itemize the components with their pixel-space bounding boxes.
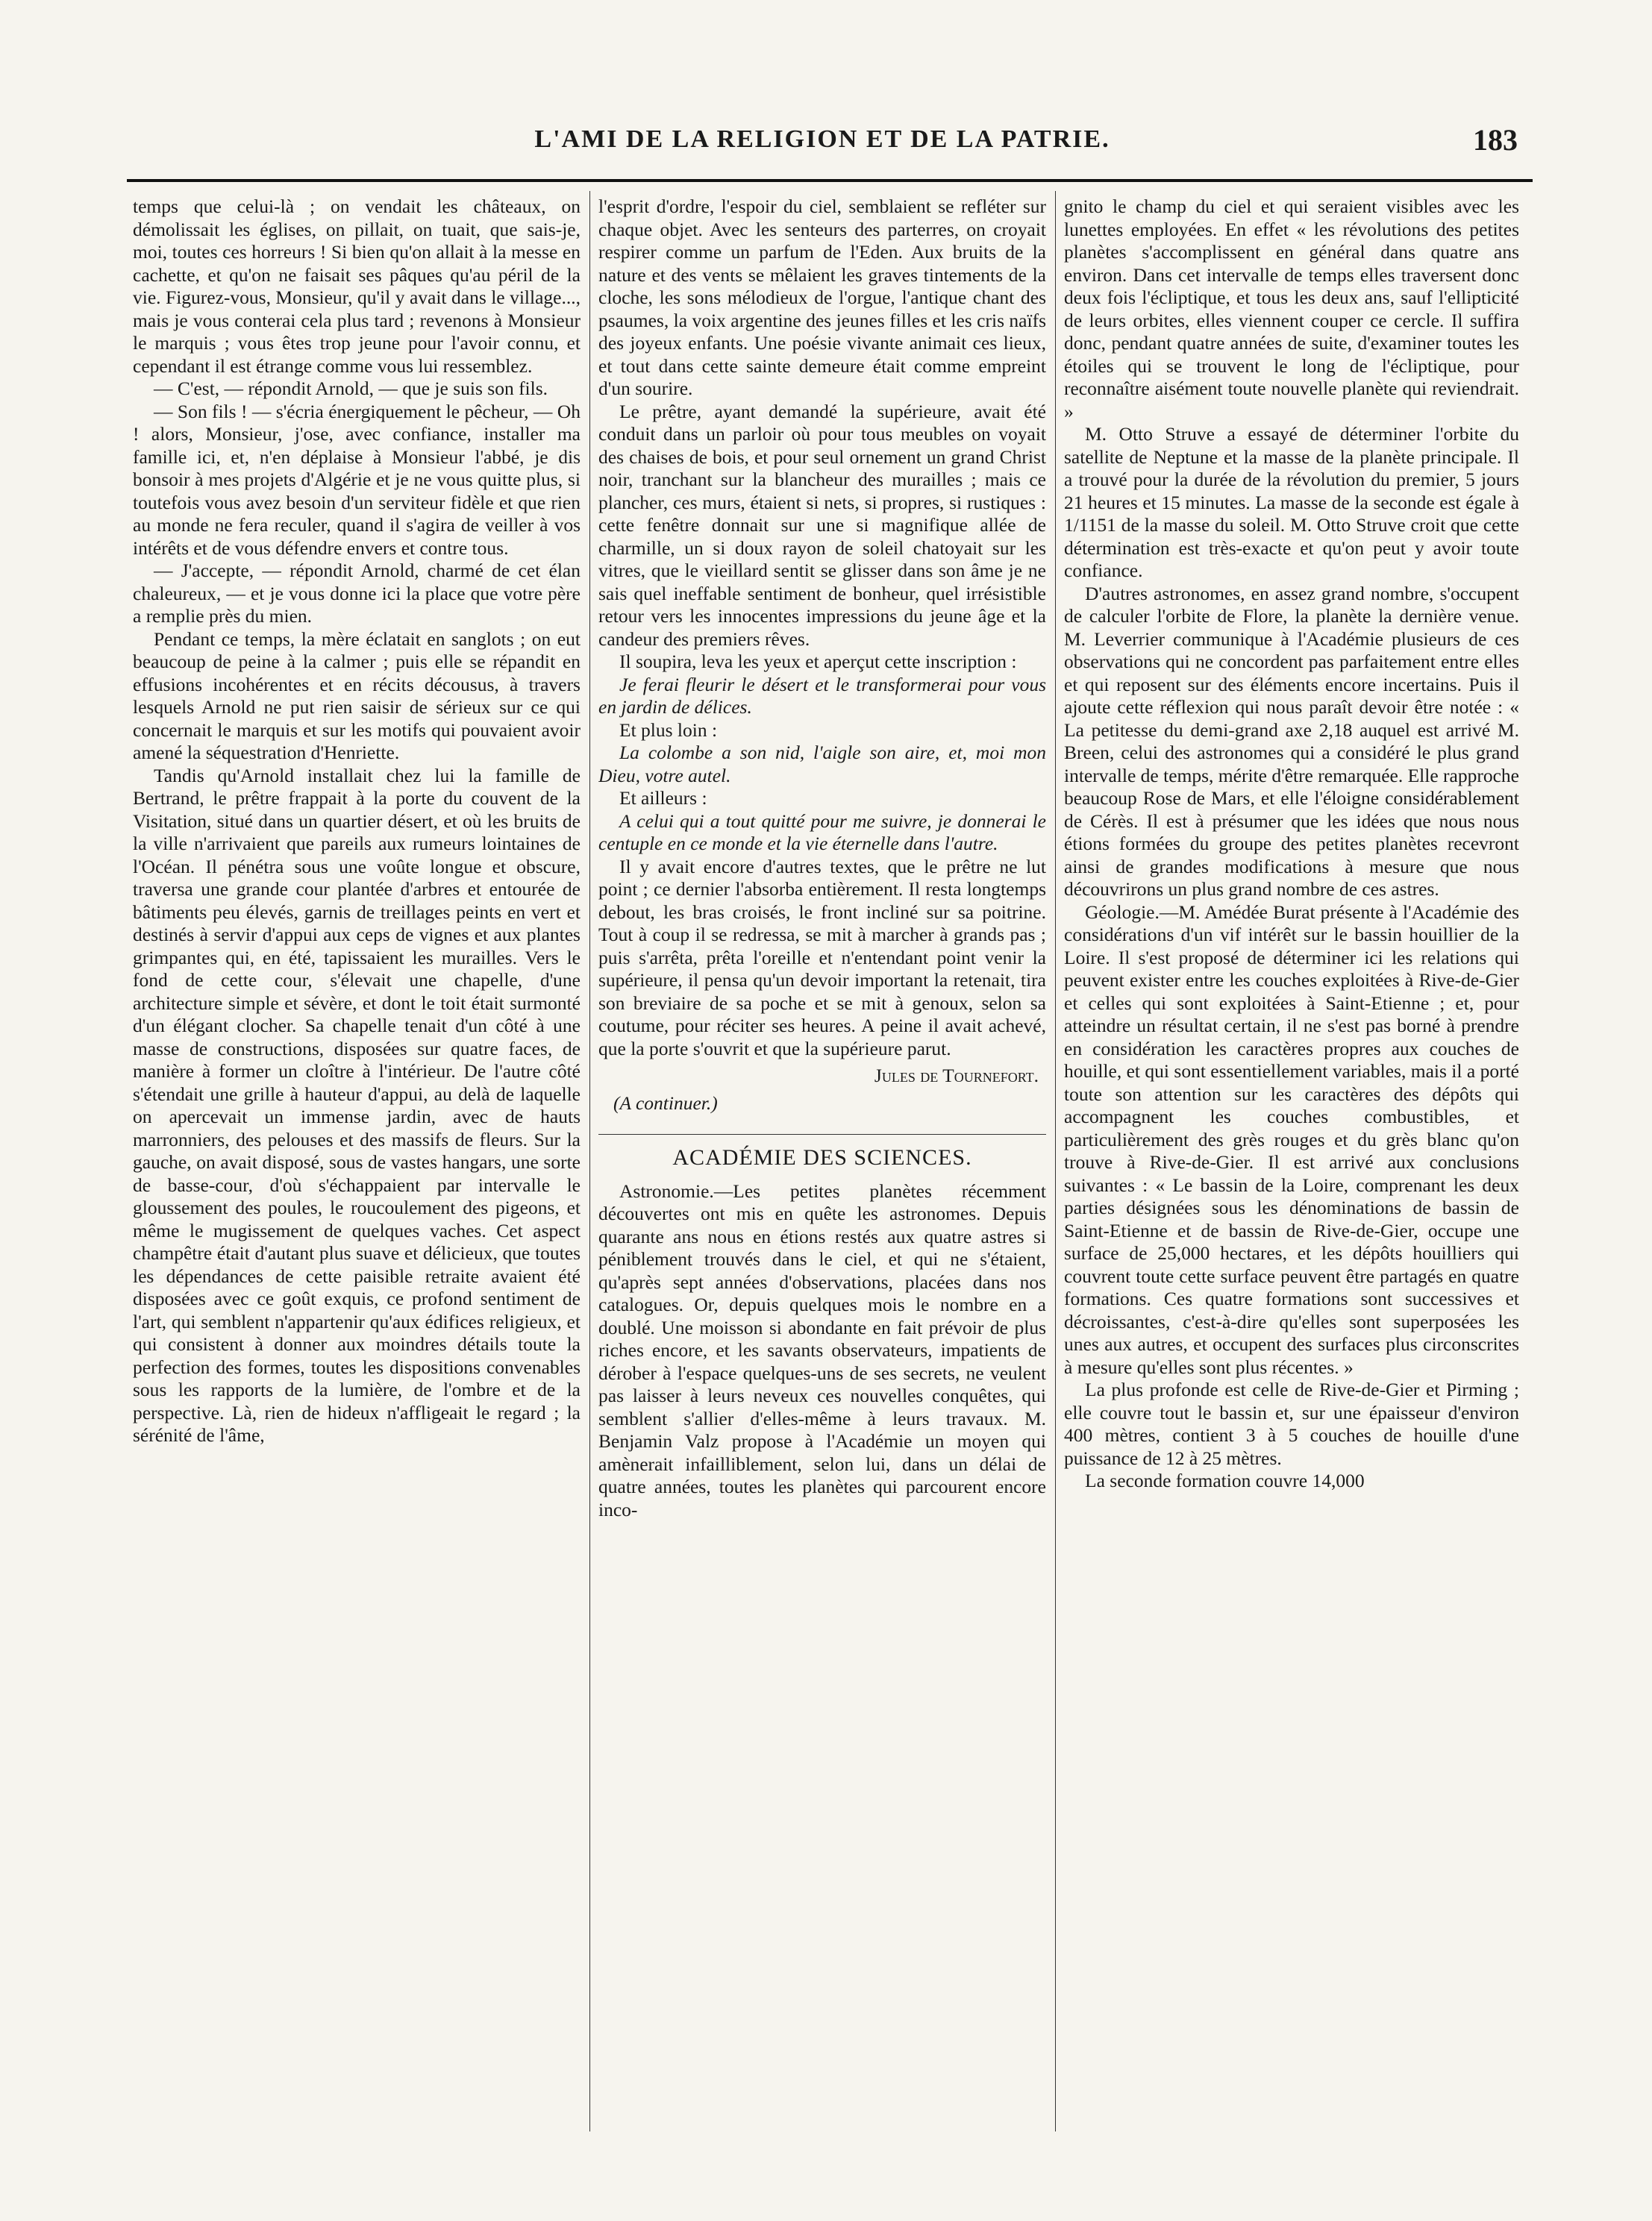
column-1 <box>133 195 581 2128</box>
column-divider-2 <box>1055 191 1056 2131</box>
author-signature: Jules de Tournefort. <box>874 1065 1039 1086</box>
paragraph: Et plus loin : <box>619 718 718 741</box>
paragraph: Et ailleurs : <box>619 787 707 809</box>
paragraph: — C'est, — répondit Arnold, — que je suis son fils. <box>154 378 548 399</box>
column-3 <box>1064 195 1519 2128</box>
paragraph: Tandis qu'Arnold installait chez lui la famille de Bertrand, le prêtre frappait à la porte du couvent de la Visitation, situé dans un quartier désert, et où les bruits de la ville n'arrivaient que pareils aux rumeurs lointaines de l'Océan. Il pénétra sous une voûte longue et obscure, traversa une grande cour plantée d'arbres et entourée de bâtiments peu élevés, garnis de treillages peints en vert et destinés à servir d'appui aux ceps de vignes et aux plantes grimpantes qui, en été, tapissaient les murailles. Vers le fond de cette cour, s'élevait une chapelle, d'une architecture simple et sévère, et dont le toit était surmonté d'un élégant clocher. Sa chapelle tenait d'un côté à une masse de constructions, disposées sur quatre faces, de manière à former un cloître à l'intérieur. De l'autre côté s'étendait une grille à hauteur d'appui, au delà de laquelle on apercevait un immense jardin, avec de hauts marronniers, des pelouses et des massifs de fleurs. Sur la gauche, on avait disposé, sous de vastes hangars, une sorte de basse-cour, d'où s'échappaient par intervalle le gloussement des poules, le roucoulement des pigeons, et même le mugissement de quelques vaches. Cet aspect champêtre était d'autant plus suave et délicieux, que toutes les dépendances de cette paisible retraite avaient été disposées avec ce goût exquis, ce profond sentiment de l'art, qui semblent n'appartenir qu'aux édifices religieux, et qui consistent à donner aux moindres détails toute la perfection des formes, toutes les dispositions convenables sous les rapports de la lumière, de l'ombre et de la perspective. Là, rien de hideux n'affligeait le regard ; la sérénité de l'âme, <box>133 764 581 1446</box>
page-number: 183 <box>1473 123 1518 157</box>
paragraph: M. Otto Struve a essayé de déterminer l'orbite du satellite de Neptune et la masse de la planète principale. Il a trouvé pour la durée de la révolution du premier, 5 jours 21 heures et 15 minutes. La masse de la seconde est égale à 1/1151 de la masse du soleil. M. Otto Struve croit que cette détermination est très-exacte et qu'on peut y avoir toute confiance. <box>1064 423 1519 581</box>
paragraph: Le prêtre, ayant demandé la supérieure, avait été conduit dans un parloir où pour tous meubles on voyait des chaises de bois, et pour seul ornement un grand Christ noir, tranchant sur la blancheur des murailles ; mais ce plancher, ces murs, étaient si nets, si propres, si rustiques : cette fenêtre donnait sur une si magnifique allée de charmille, un si doux rayon de soleil chatoyait sur les vitres, que le vieillard sentit se glisser dans son âme je ne sais quel ineffable sentiment de bonheur, quel irrésistible retour vers les innocentes impressions du jeune âge et la candeur des premiers rêves. <box>598 400 1046 650</box>
header-rule <box>127 179 1533 182</box>
running-head <box>127 125 1518 170</box>
paragraph: Il soupira, leva les yeux et aperçut cette inscription : <box>619 651 1017 672</box>
inscription-quote: Je ferai fleurir le désert et le transformerai pour vous en jardin de délices. <box>598 673 1046 718</box>
inscription-quote: A celui qui a tout quitté pour me suivre, je donnerai le centuple en ce monde et la vie éternelle dans l'autre. <box>598 809 1046 854</box>
paragraph: D'autres astronomes, en assez grand nombre, s'occupent de calculer l'orbite de Flore, la planète la dernière venue. M. Leverrier communique à l'Académie plusieurs de ces observations qui ne concordent pas parfaitement entre elles et qui reposent sur des éléments encore incertains. Puis il ajoute cette réflexion qui nous paraît devoir être notée : « La petitesse du demi-grand axe 2,18 auquel est arrivé M. Breen, celui des astronomes qui a considéré le plus grand intervalle de temps, mérite d'être remarquée. Elle rapproche beaucoup Rose de Mars, et elle l'éloigne considérablement de Cérès. Il est à présumer que les idées que nous nous étions formées du groupe des petites planètes recevront ainsi de grandes modifications à mesure que nous découvrirons un plus grand nombre de ces astres. <box>1064 582 1519 900</box>
running-title: L'AMI DE LA RELIGION ET DE LA PATRIE. <box>534 125 1110 153</box>
continued-note: (A continuer.) <box>613 1091 718 1114</box>
paragraph: La plus profonde est celle de Rive-de-Gier et Pirming ; elle couvre tout le bassin et, sur une épaisseur d'environ 400 mètres, contient 3 à 5 couches de houille d'une puissance de 12 à 25 mètres. <box>1064 1379 1519 1469</box>
paragraph: Astronomie.—Les petites planètes récemment découvertes ont mis en quête les astronomes. Depuis quarante ans nous en étions restés aux quatre astres si péniblement trouvés dans le ciel, et qui ne s'étaient, qu'après sept années d'observations, placées dans nos catalogues. Or, depuis quelques mois le nombre en a doublé. Une moisson si abondante en fait prévoir de plus riches encore, et les savants observateurs, impatients de dérober à l'espace quelques-uns de ses secrets, ne veulent pas laisser à leurs neveux ces nouvelles conquêtes, qui semblent s'allier d'elles-même à leurs travaux. M. Benjamin Valz propose à l'Académie un moyen qui amènerait infailliblement, selon lui, dans un délai de quatre années, toutes les planètes qui parcourent encore inco- <box>598 1180 1046 1520</box>
column-divider-1 <box>589 191 590 2131</box>
paragraph: Il y avait encore d'autres textes, que le prêtre ne lut point ; ce dernier l'absorba entièrement. Il resta longtemps debout, les bras croisés, le front incliné sur sa poitrine. Tout à coup il se redressa, se mit à marcher à grands pas ; puis s'arrêta, prêta l'oreille et n'entendant point venir la supérieure, il pensa qu'un devoir important la retenait, tira son breviaire de sa poche et se mit à genoux, selon sa coutume, pour réciter ses heures. A peine il avait achevé, que la porte s'ouvrit et que la supérieure parut. <box>598 855 1046 1059</box>
paragraph: Pendant ce temps, la mère éclatait en sanglots ; on eut beaucoup de peine à la calmer ; puis elle se répandit en effusions incohérentes et en récits décousus, à travers lesquels Arnold ne put rien saisir de sérieux sur ce qui concernait le marquis et sur les motifs qui pouvaient avoir amené la séquestration d'Henriette. <box>133 627 581 763</box>
paragraph: — Son fils ! — s'écria énergiquement le pêcheur, — Oh ! alors, Monsieur, j'ose, avec confiance, installer ma famille ici, et, n'en déplaise à Monsieur l'abbé, je dis bonsoir à mes projets d'Algérie et je ne vous quitte plus, si toutefois vous avez besoin d'un serviteur fidèle et que rien au monde ne fera reculer, quand il s'agira de veiller à vos intérêts et de vous défendre envers et contre tous. <box>133 400 581 559</box>
column-2 <box>598 195 1046 2128</box>
paragraph: La seconde formation couvre 14,000 <box>1085 1470 1365 1491</box>
section-title: ACADÉMIE DES SCIENCES. <box>598 1134 1046 1170</box>
paragraph: temps que celui-là ; on vendait les châteaux, on démolissait les églises, on pillait, on tuait, que sais-je, moi, toutes ces horreurs ! Si bien qu'on allait à la messe en cachette, et qu'on ne faisait ses pâques qu'au péril de la vie. Figurez-vous, Monsieur, qu'il y avait dans le village..., mais je vous conterai cela plus tard ; revenons à Monsieur le marquis ; vous êtes trop jeune pour l'avoir connu, et cependant il est étrange comme vous lui ressemblez. <box>133 195 581 377</box>
paragraph: l'esprit d'ordre, l'espoir du ciel, semblaient se refléter sur chaque objet. Avec les senteurs des parterres, on croyait respirer comme un parfum de l'Eden. Aux bruits de la nature et des vents se mêlaient les graves tintements de la cloche, les sons mélodieux de l'orgue, l'antique chant des psaumes, la voix argentine des jeunes filles et les cris naïfs des joyeux enfants. Une poésie vivante animait ces lieux, et tout dans cette sainte demeure était comme empreint d'un sourire. <box>598 195 1046 399</box>
inscription-quote: La colombe a son nid, l'aigle son aire, et, moi mon Dieu, votre autel. <box>598 742 1046 786</box>
paragraph: Géologie.—M. Amédée Burat présente à l'Académie des considérations d'un vif intérêt sur le bassin houillier de la Loire. Il s'est proposé de déterminer ici les relations qui peuvent exister entre les couches exploitées à Rive-de-Gier et celles qui sont exploitées à Saint-Etienne ; et, pour atteindre un résultat certain, il ne s'est pas borné à prendre en considération les caractères propres aux couches de houille, et qui sont essentiellement variables, mais il a porté toute son attention sur les caractères des dépôts qui accompagnent les couches combustibles, et particulièrement des grès rouges et du grès blanc qu'on trouve à Rive-de-Gier. Il est arrivé aux conclusions suivantes : « Le bassin de la Loire, comprenant les deux parties désignées sous les dénominations de bassin de Saint-Etienne et de bassin de Rive-de-Gier, occupe une surface de 25,000 hectares, et les dépôts houilliers qui couvrent toute cette surface peuvent être partagés en quatre formations. Ces quatre formations sont successives et décroissantes, c'est-à-dire qu'elles sont superposées les unes aux autres, et occupent des surfaces plus circonscrites à mesure qu'elles sont plus récentes. » <box>1064 900 1519 1378</box>
paragraph: gnito le champ du ciel et qui seraient visibles avec les lunettes employées. En effet « les révolutions des petites planètes s'accomplissent en général dans quatre ans environ. Dans cet intervalle de temps elles traversent donc deux fois l'écliptique, et tous les deux ans, sauf l'ellipticité de leurs orbites, elles viennent couper ce cercle. Il suffira donc, pendant quatre années de suite, d'examiner toutes les étoiles qui se trouvent le long de l'écliptique, pour reconnaître aisément toute nouvelle planète qui reviendrait. » <box>1064 195 1519 422</box>
paragraph: — J'accepte, — répondit Arnold, charmé de cet élan chaleureux, — et je vous donne ici la place que votre père a remplie près du mien. <box>133 560 581 627</box>
